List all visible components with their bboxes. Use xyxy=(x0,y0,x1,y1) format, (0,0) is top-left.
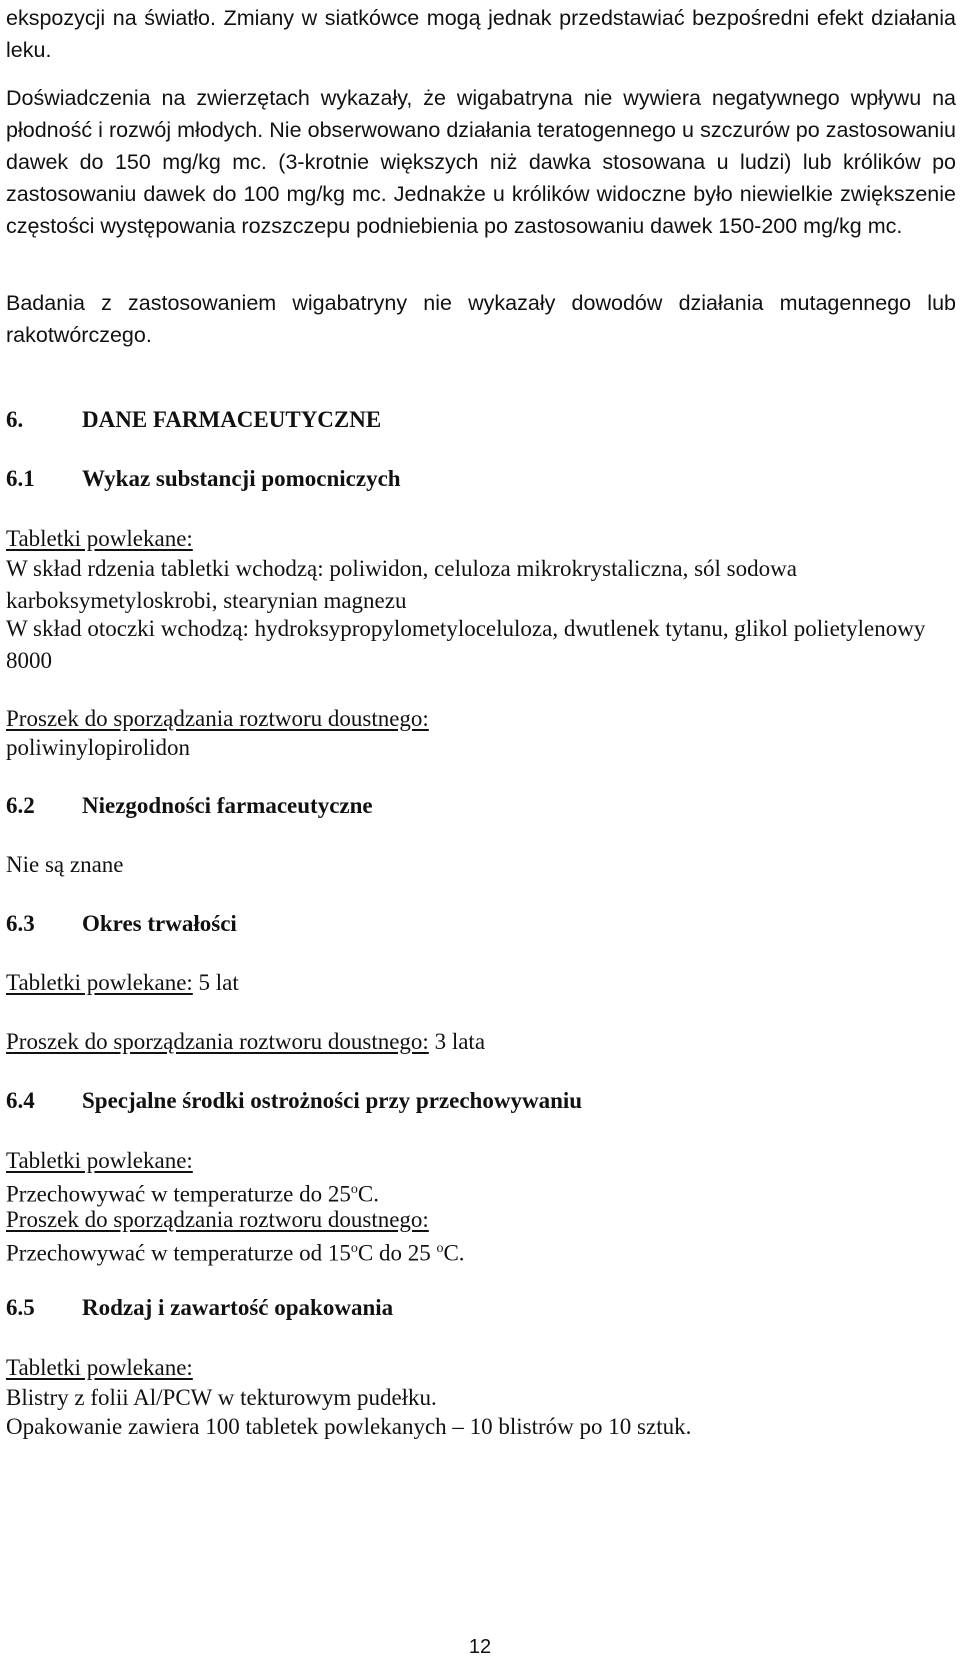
section-title: Okres trwałości xyxy=(82,911,237,936)
section-title: Specjalne środki ostrożności przy przechowywaniu xyxy=(82,1088,583,1113)
tablets-label: Tabletki powlekane: xyxy=(6,1355,193,1380)
paragraph-animal-studies: Doświadczenia na zwierzętach wykazały, że wigabatryna nie wywiera negatywnego wpływu na płodność i rozwój młodych. Nie obserwowano działania teratogennego u szczurów po zastosowaniu dawek do 150 mg/kg mc. (3-krotnie większych niż dawka stosowana u ludzi) lub królików po zastosowaniu dawek do 100 mg/kg mc. Jednakże u królików widoczne było niewielkie zwiększenie częstości występowania rozszczepu podniebienia po zastosowaniu dawek 150-200 mg/kg mc. xyxy=(6,86,956,238)
section-number: 6.5 xyxy=(6,1295,35,1320)
powder-label: Proszek do sporządzania roztworu doustnego: xyxy=(6,1207,429,1232)
shelf-life-powder-value: 3 lata xyxy=(434,1029,486,1054)
section-title: DANE FARMACEUTYCZNE xyxy=(82,407,382,432)
section-number: 6.2 xyxy=(6,793,35,818)
section-number: 6. xyxy=(6,407,24,432)
section-6-heading xyxy=(6,404,381,436)
section-number: 6.1 xyxy=(6,466,35,491)
storage-tablets: Przechowywać w temperaturze do 25$^o$C. xyxy=(6,1181,379,1207)
section-title: Wykaz substancji pomocniczych xyxy=(82,466,401,491)
shelf-life-tablets xyxy=(6,967,956,999)
shelf-life-powder xyxy=(6,1026,956,1058)
section-6-5-heading xyxy=(6,1292,393,1324)
section-number: 6.4 xyxy=(6,1088,35,1113)
storage-powder: Przechowywać w temperaturze od 15$^o$C do 25 $^o$C. xyxy=(6,1240,465,1266)
section-number: 6.3 xyxy=(6,911,35,936)
packaging-line-2: Opakowanie zawiera 100 tabletek powlekanych – 10 blistrów po 10 sztuk. xyxy=(6,1414,692,1439)
powder-label: Proszek do sporządzania roztworu doustnego: xyxy=(6,1029,429,1054)
section-title: Rodzaj i zawartość opakowania xyxy=(82,1295,394,1320)
powder-excipient: poliwinylopirolidon xyxy=(6,735,190,760)
coating-composition: W skład otoczki wchodzą: hydroksypropylometyloceluloza, dwutlenek tytanu, glikol polietylenowy 8000 xyxy=(6,616,926,673)
shelf-life-tablets-value: 5 lat xyxy=(198,970,239,995)
section-6-1-heading xyxy=(6,463,401,495)
section-6-3-heading xyxy=(6,908,237,940)
core-composition: W skład rdzenia tabletki wchodzą: poliwidon, celuloza mikrokrystaliczna, sól sodowa karboksymetyloskrobi, stearynian magnezu xyxy=(6,556,797,613)
section-6-2-heading xyxy=(6,790,373,822)
paragraph-retina: ekspozycji na światło. Zmiany w siatkówce mogą jednak przedstawiać bezpośredni efekt działania leku. xyxy=(6,6,956,62)
powder-label: Proszek do sporządzania roztworu doustnego: xyxy=(6,706,429,731)
tablets-label: Tabletki powlekane: xyxy=(6,526,193,551)
paragraph-mutagenicity: Badania z zastosowaniem wigabatryny nie wykazały dowodów działania mutagennego lub rakotwórczego. xyxy=(6,291,956,347)
tablets-label: Tabletki powlekane: xyxy=(6,1148,193,1173)
section-6-4-heading xyxy=(6,1085,582,1117)
section-title: Niezgodności farmaceutyczne xyxy=(82,793,373,818)
tablets-label: Tabletki powlekane: xyxy=(6,970,193,995)
incompatibilities-text: Nie są znane xyxy=(6,852,124,877)
packaging-line-1: Blistry z folii Al/PCW w tekturowym pudełku. xyxy=(6,1385,437,1410)
page-number: 12 xyxy=(468,1636,492,1658)
